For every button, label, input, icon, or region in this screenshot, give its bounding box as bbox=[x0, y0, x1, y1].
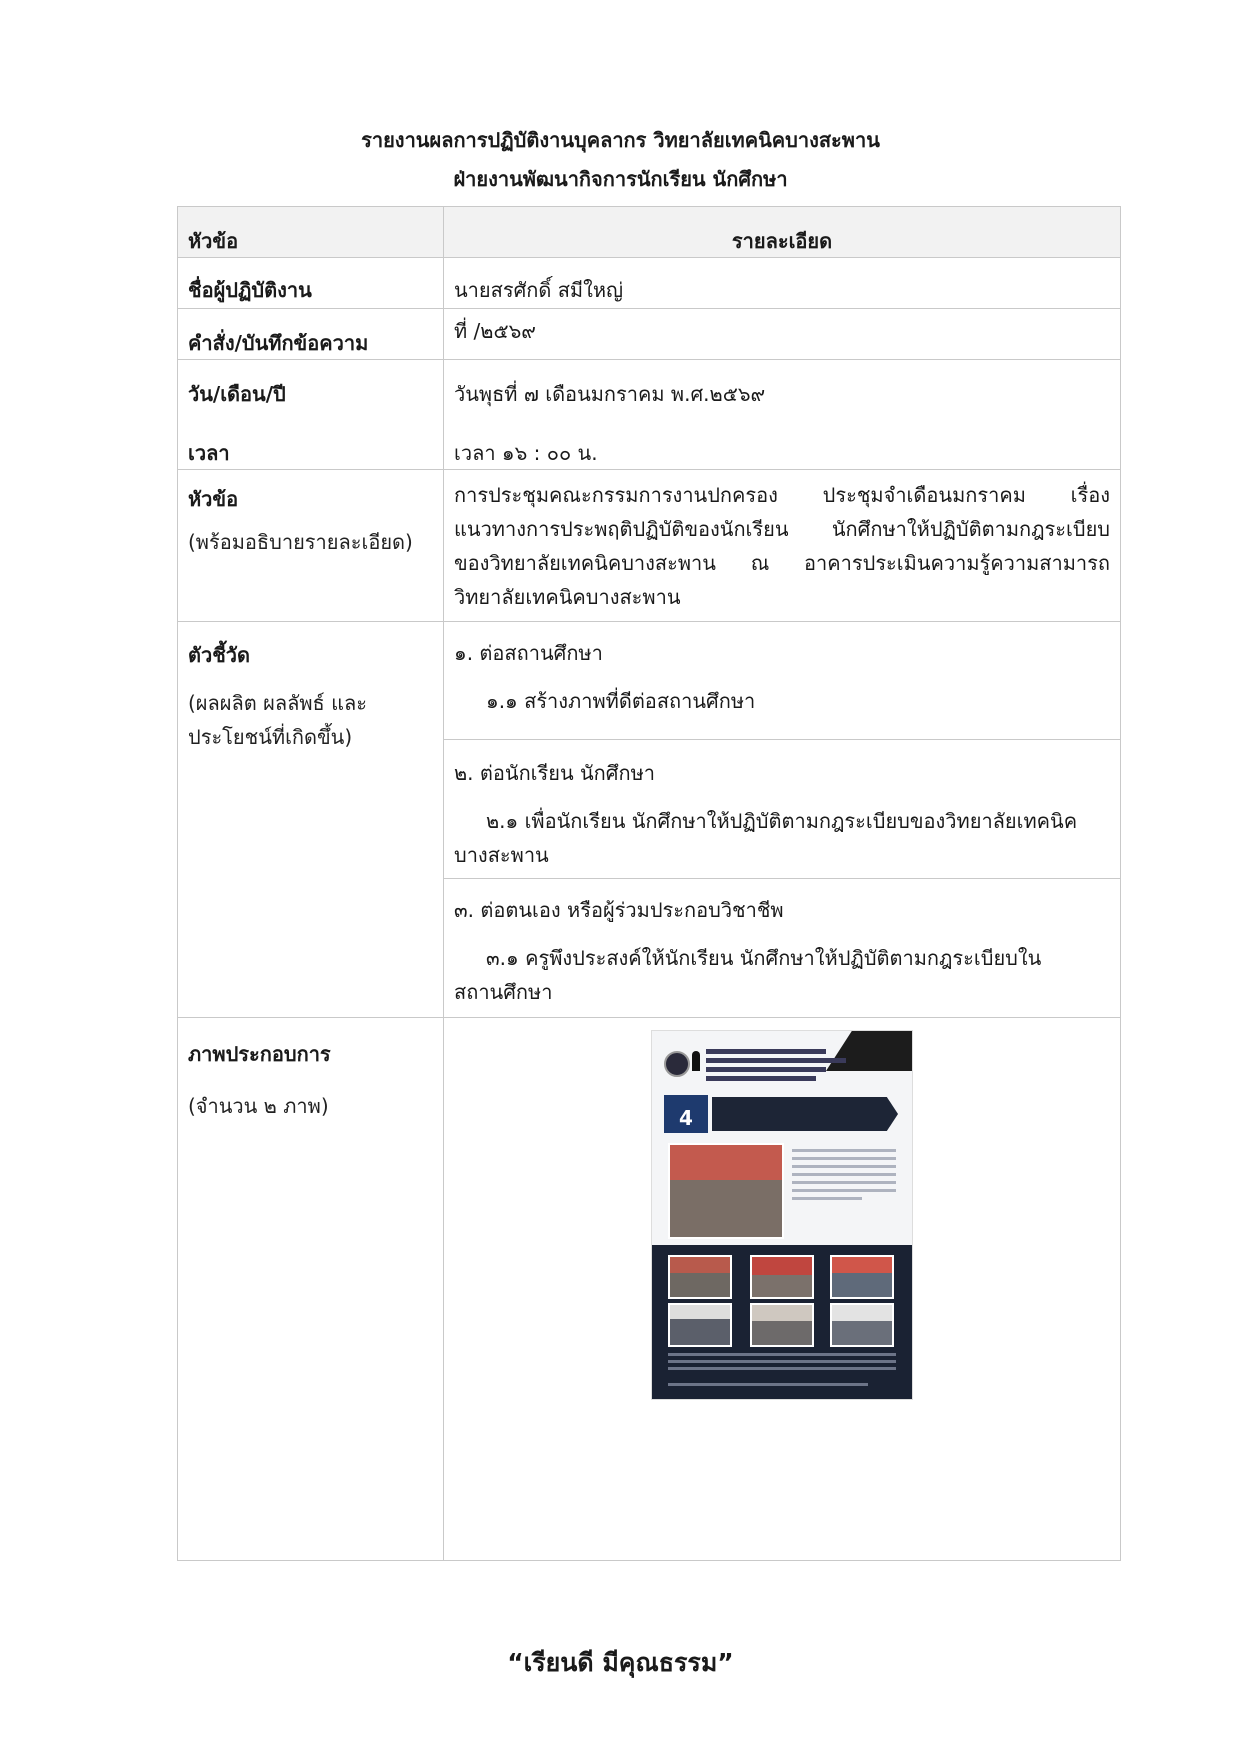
indicators-sublabel-1: (ผลผลิต ผลลัพธ์ และ bbox=[188, 691, 367, 715]
meeting-photo bbox=[830, 1303, 894, 1347]
table-row bbox=[178, 1018, 1121, 1561]
table-row bbox=[178, 622, 1121, 740]
issue-number-badge: 4 bbox=[664, 1095, 708, 1133]
indicators-sublabel-2: ประโยชน์ที่เกิดขึ้น) bbox=[188, 725, 353, 749]
indicators-label: ตัวชี้วัด bbox=[188, 643, 251, 667]
order-value: ที่ /๒๕๖๙ bbox=[454, 319, 536, 343]
subject-sublabel: (พร้อมอธิบายรายละเอียด) bbox=[188, 530, 413, 554]
subject-line-1: การประชุมคณะกรรมการงานปกครอง ประชุมจำเดือนมกราคม เรื่อง bbox=[454, 483, 1110, 507]
meeting-photo bbox=[750, 1303, 814, 1347]
time-value: เวลา ๑๖ : ๐๐ น. bbox=[454, 441, 598, 465]
meeting-photo bbox=[750, 1255, 814, 1299]
order-label: คำสั่ง/บันทึกข้อความ bbox=[188, 331, 369, 355]
table-row bbox=[178, 470, 1121, 622]
header-detail: รายละเอียด bbox=[731, 229, 833, 253]
table-row bbox=[178, 309, 1121, 360]
subject-line-3: ของวิทยาลัยเทคนิคบางสะพาน ณ อาคารประเมินความรู้ความสามารถ bbox=[454, 551, 1110, 575]
header-topic: หัวข้อ bbox=[188, 229, 239, 253]
meeting-photo bbox=[668, 1303, 732, 1347]
meeting-photo bbox=[668, 1143, 784, 1239]
subject-line-4: วิทยาลัยเทคนิคบางสะพาน bbox=[454, 585, 681, 609]
college-logo-icon bbox=[664, 1051, 690, 1077]
report-title: รายงานผลการปฏิบัติงานบุคลากร วิทยาลัยเทคนิคบางสะพาน bbox=[361, 128, 880, 152]
date-label: วัน/เดือน/ปี bbox=[188, 382, 286, 406]
illustration-sublabel: (จำนวน ๒ ภาพ) bbox=[188, 1094, 329, 1118]
meeting-photo bbox=[830, 1255, 894, 1299]
report-subtitle: ฝ่ายงานพัฒนากิจการนักเรียน นักศึกษา bbox=[453, 167, 788, 191]
meeting-photo bbox=[668, 1255, 732, 1299]
illustration-label: ภาพประกอบการ bbox=[188, 1042, 331, 1066]
date-value: วันพุธที่ ๗ เดือนมกราคม พ.ศ.๒๕๖๙ bbox=[454, 382, 766, 406]
indicator-3-detail-1: ๓.๑ ครูพึงประสงค์ให้นักเรียน นักศึกษาให้ปฏิบัติตามกฎระเบียบใน bbox=[486, 946, 1042, 970]
table-header-row bbox=[178, 207, 1121, 258]
newsletter-poster-image bbox=[651, 1030, 913, 1400]
operator-value: นายสรศักดิ์ สมีใหญ่ bbox=[454, 278, 624, 302]
college-motto: “เรียนดี มีคุณธรรม” bbox=[507, 1648, 734, 1677]
indicator-2-title: ๒. ต่อนักเรียน นักศึกษา bbox=[454, 761, 656, 785]
indicator-1-title: ๑. ต่อสถานศึกษา bbox=[454, 641, 603, 665]
operator-label: ชื่อผู้ปฏิบัติงาน bbox=[188, 278, 312, 302]
table-row bbox=[178, 360, 1121, 470]
indicator-2-detail-1: ๒.๑ เพื่อนักเรียน นักศึกษาให้ปฏิบัติตามกฎระเบียบของวิทยาลัยเทคนิค bbox=[486, 809, 1078, 833]
time-label: เวลา bbox=[188, 441, 230, 465]
indicator-3-title: ๓. ต่อตนเอง หรือผู้ร่วมประกอบวิชาชีพ bbox=[454, 898, 784, 922]
report-table bbox=[177, 206, 1121, 1561]
indicator-1-detail: ๑.๑ สร้างภาพที่ดีต่อสถานศึกษา bbox=[486, 689, 756, 713]
subject-line-2: แนวทางการประพฤติปฏิบัติของนักเรียน นักศึกษาให้ปฏิบัติตามกฎระเบียบ bbox=[454, 517, 1110, 541]
indicator-2-detail-2: บางสะพาน bbox=[454, 843, 549, 867]
mourning-ribbon-icon bbox=[692, 1051, 700, 1071]
subject-label: หัวข้อ bbox=[188, 487, 239, 511]
indicator-3-detail-2: สถานศึกษา bbox=[454, 980, 553, 1004]
table-row bbox=[178, 258, 1121, 309]
